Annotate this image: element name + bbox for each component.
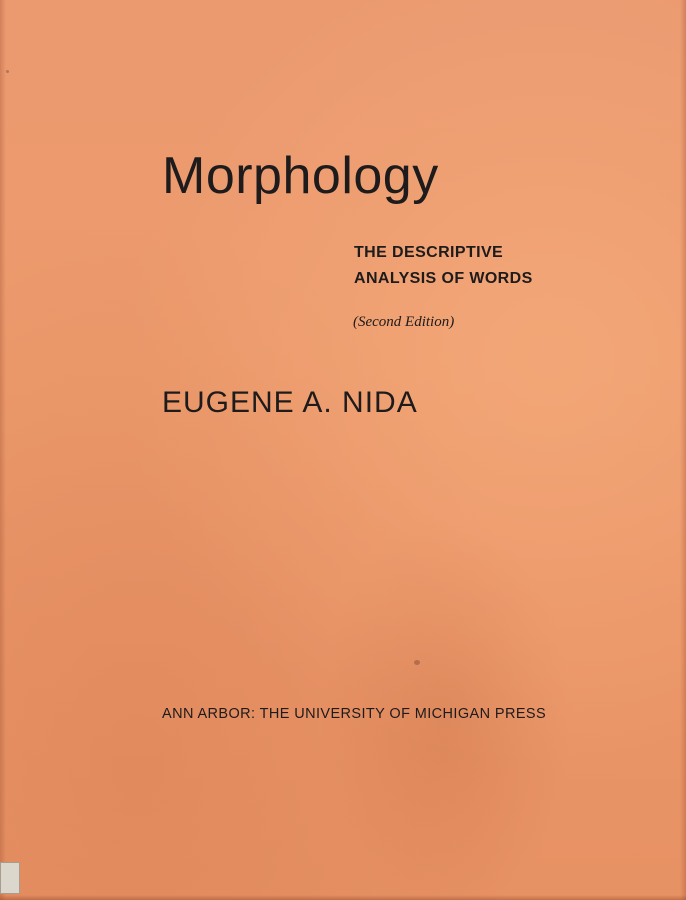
author-name: EUGENE A. NIDA (162, 386, 418, 419)
cover-edge-right (680, 0, 686, 900)
subtitle-line-2: ANALYSIS OF WORDS (354, 270, 533, 287)
book-title: Morphology (162, 147, 439, 205)
edition-label: (Second Edition) (353, 314, 455, 330)
book-subtitle (354, 240, 533, 292)
publisher-line: ANN ARBOR: THE UNIVERSITY OF MICHIGAN PRESS (162, 706, 547, 722)
cover-edge-left (0, 0, 6, 900)
paper-speck (414, 660, 420, 665)
paper-speck (6, 70, 9, 73)
library-label-sticker (0, 862, 20, 894)
subtitle-line-1: THE DESCRIPTIVE (354, 244, 504, 261)
cover-edge-bottom (0, 895, 686, 900)
